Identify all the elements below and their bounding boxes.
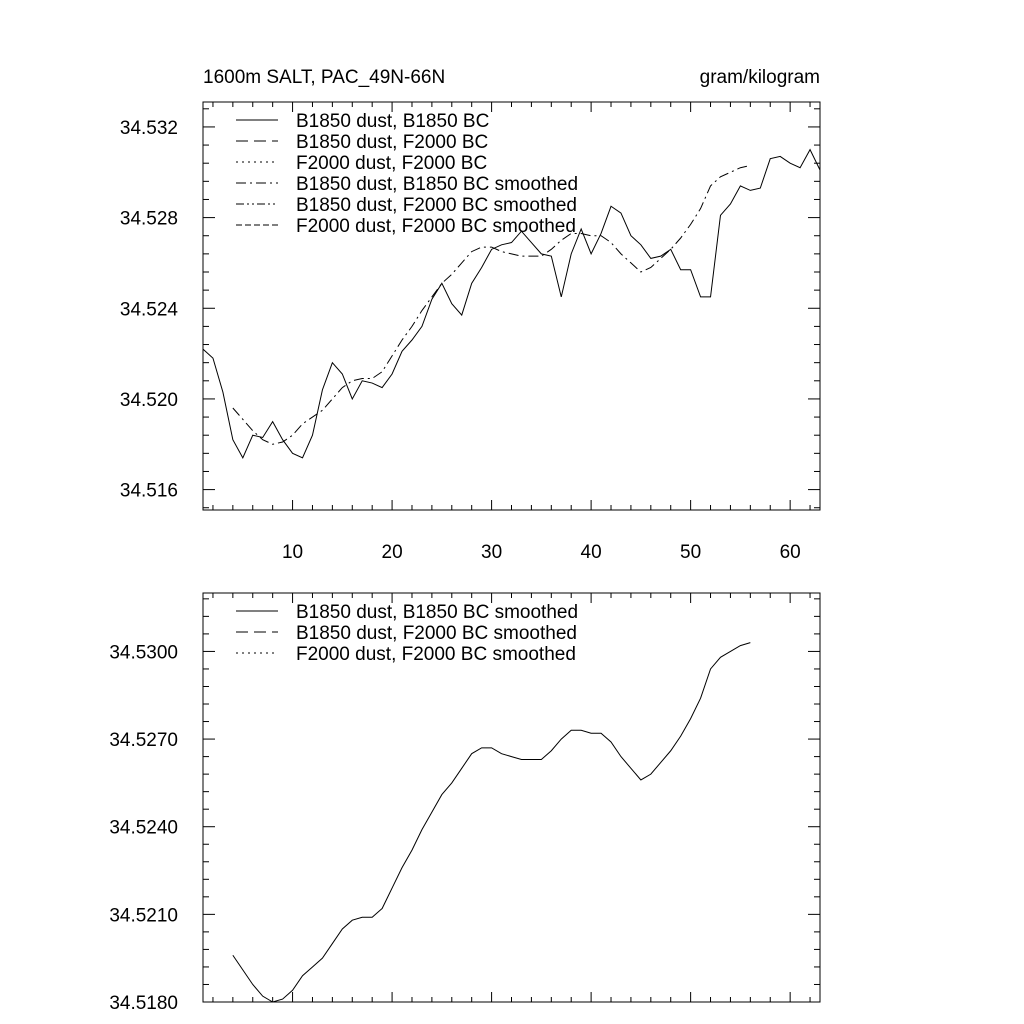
y-tick-label: 34.532 [119,117,178,139]
legend-label: B1850 dust, B1850 BC [296,111,490,132]
y-tick-label: 34.5240 [109,817,178,839]
y-tick-label: 34.520 [119,389,178,411]
legend-label: F2000 dust, F2000 BC smoothed [296,644,576,665]
top-panel [120,102,820,563]
legend-label: B1850 dust, F2000 BC smoothed [296,195,577,216]
chart-units: gram/kilogram [699,67,820,88]
y-tick-label: 34.5270 [109,730,178,752]
legend-label: B1850 dust, B1850 BC smoothed [296,174,579,195]
x-tick-label: 40 [580,542,602,563]
y-tick-label: 34.528 [119,208,178,230]
x-tick-label: 30 [481,542,503,563]
y-tick-label: 34.516 [119,480,178,502]
x-tick-label: 10 [281,542,304,563]
chart-title: 1600m SALT, PAC_49N-66N [203,67,446,88]
y-tick-label: 34.524 [119,299,178,321]
legend-label: F2000 dust, F2000 BC smoothed [296,216,576,237]
bottom-panel [109,593,820,1014]
y-tick-label: 34.5180 [109,993,178,1014]
legend-label: B1850 dust, F2000 BC [296,132,489,153]
x-tick-label: 20 [381,542,403,563]
y-tick-label: 34.5300 [109,642,178,664]
legend-label: F2000 dust, F2000 BC [296,153,488,174]
legend-label: B1850 dust, B1850 BC smoothed [296,602,579,623]
y-tick-label: 34.5210 [109,905,178,927]
series-line [233,643,750,1002]
legend-label: B1850 dust, F2000 BC smoothed [296,623,577,644]
x-tick-label: 50 [680,542,702,563]
x-tick-label: 60 [779,542,801,563]
